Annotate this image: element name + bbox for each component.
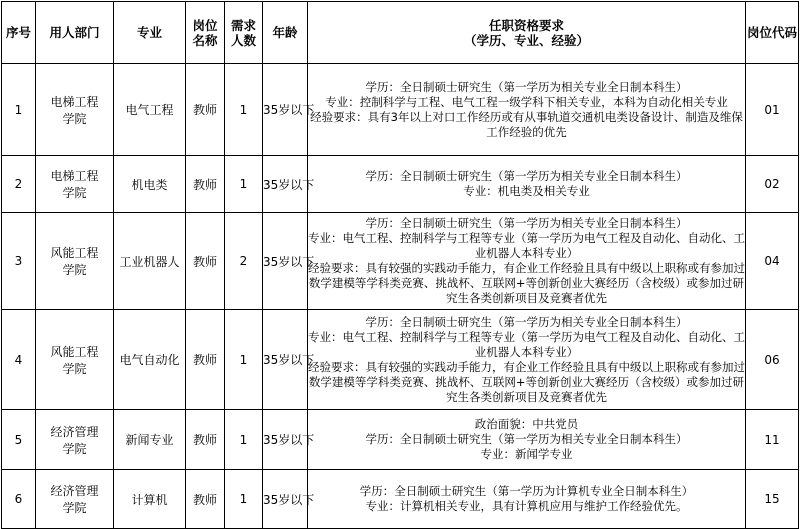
dept-line: 学院	[62, 501, 87, 515]
cell-dept	[36, 156, 114, 213]
table-row	[2, 470, 799, 529]
dept-line: 学院	[62, 441, 87, 456]
cell-post: 教师	[186, 310, 225, 410]
cell-requirements	[308, 156, 746, 213]
req-line: 学历：全日制硕士研究生（第一学历为相关专业全日制本科生）	[365, 216, 688, 230]
req-line: 专业：新闻学专业	[480, 447, 573, 461]
cell-count: 1	[225, 156, 263, 213]
header-demand	[225, 2, 263, 64]
header-dept: 用人部门	[36, 2, 114, 64]
header-requirements-line1: 任职资格要求	[488, 17, 564, 33]
req-line: 专业：机电类及相关专业	[463, 184, 590, 198]
req-line: 政治面貌：中共党员	[474, 417, 579, 431]
cell-major: 工业机器人	[114, 213, 186, 310]
dept-line: 电梯工程	[50, 169, 99, 183]
cell-post: 教师	[186, 64, 225, 156]
cell-age: 35岁以下	[263, 470, 308, 529]
req-line: 专业：电气工程、控制科学与工程等专业（第一学历为电气工程及自动化、自动化、工业机器人本科专业）	[308, 329, 745, 359]
cell-dept	[36, 213, 114, 310]
cell-seq: 2	[2, 156, 36, 213]
req-line: 学历：全日制硕士研究生（第一学历为计算机专业全日制本科生）	[359, 484, 694, 498]
dept-line: 经济管理	[50, 484, 99, 498]
cell-seq: 5	[2, 410, 36, 470]
dept-line: 风能工程	[50, 344, 99, 359]
dept-line: 经济管理	[50, 424, 99, 439]
cell-age: 35岁以下	[263, 213, 308, 310]
cell-count: 1	[225, 470, 263, 529]
cell-requirements	[308, 213, 746, 310]
req-line: 经验要求：具有3年以上对口工作经历或有从事轨道交通机电类设备设计、制造及维保工作经验的优先	[310, 109, 743, 139]
cell-code: 11	[746, 410, 799, 470]
req-line: 学历：全日制硕士研究生（第一学历为相关专业全日制本科生）	[365, 169, 688, 183]
cell-requirements	[308, 310, 746, 410]
req-line: 学历：全日制硕士研究生（第一学历为相关专业全日制本科生）	[365, 432, 688, 446]
cell-major: 计算机	[114, 470, 186, 529]
cell-dept	[36, 410, 114, 470]
header-row	[2, 2, 799, 64]
dept-line: 风能工程	[50, 246, 99, 260]
header-seq: 序号	[2, 2, 36, 64]
cell-code: 01	[746, 64, 799, 156]
req-line: 学历：全日制硕士研究生（第一学历为相关专业全日制本科生）	[365, 79, 688, 94]
cell-age: 35岁以下	[263, 410, 308, 470]
cell-age: 35岁以下	[263, 64, 308, 156]
cell-requirements	[308, 470, 746, 529]
cell-code: 15	[746, 470, 799, 529]
header-demand-line1: 需求	[230, 17, 256, 33]
cell-requirements	[308, 410, 746, 470]
cell-seq: 3	[2, 213, 36, 310]
dept-line: 电梯工程	[50, 94, 99, 109]
header-code: 岗位代码	[746, 2, 799, 64]
header-demand-line2: 人数	[230, 32, 256, 48]
dept-line: 学院	[62, 111, 87, 126]
cell-major: 电气工程	[114, 64, 186, 156]
cell-post: 教师	[186, 410, 225, 470]
req-line: 专业：电气工程、控制科学与工程等专业（第一学历为电气工程及自动化、自动化、工业机器人本科专业）	[308, 231, 745, 260]
cell-code: 02	[746, 156, 799, 213]
cell-code: 06	[746, 310, 799, 410]
header-major: 专业	[114, 2, 186, 64]
table-row	[2, 310, 799, 410]
cell-seq: 6	[2, 470, 36, 529]
cell-seq: 1	[2, 64, 36, 156]
cell-major: 机电类	[114, 156, 186, 213]
header-age: 年龄	[263, 2, 308, 64]
cell-code: 04	[746, 213, 799, 310]
dept-line: 学院	[62, 263, 87, 277]
header-post-name-line1: 岗位	[192, 17, 218, 33]
cell-count: 2	[225, 213, 263, 310]
header-requirements	[308, 2, 746, 64]
req-line: 经验要求：具有较强的实践动手能力，有企业工作经验且具有中级以上职称或有参加过数学建模等学科类竞赛、挑战杯、互联网+等创新创业大赛经历（含校级）或参加过研究生各类创新项目及竞赛者优先	[308, 359, 745, 404]
req-line: 经验要求：具有较强的实践动手能力，有企业工作经验且具有中级以上职称或有参加过数学建模等学科类竞赛、挑战杯、互联网+等创新创业大赛经历（含校级）或参加过研究生各类创新项目及竞赛者优先	[308, 261, 745, 305]
header-post-name	[186, 2, 225, 64]
req-line: 专业：计算机相关专业，具有计算机应用与维护工作经验优先。	[365, 499, 688, 513]
header-requirements-line2: （学历、专业、经验）	[463, 32, 589, 48]
cell-count: 1	[225, 410, 263, 470]
cell-age: 35岁以下	[263, 310, 308, 410]
cell-age: 35岁以下	[263, 156, 308, 213]
cell-seq: 4	[2, 310, 36, 410]
cell-post: 教师	[186, 156, 225, 213]
recruitment-table	[1, 1, 799, 529]
cell-dept	[36, 64, 114, 156]
header-post-name-line2: 名称	[192, 32, 218, 48]
cell-major: 新闻专业	[114, 410, 186, 470]
cell-count: 1	[225, 64, 263, 156]
req-line: 学历：全日制硕士研究生（第一学历为相关专业全日制本科生）	[365, 314, 688, 329]
cell-dept	[36, 310, 114, 410]
cell-major: 电气自动化	[114, 310, 186, 410]
cell-requirements	[308, 64, 746, 156]
dept-line: 学院	[62, 186, 87, 200]
req-line: 专业：控制科学与工程、电气工程一级学科下相关专业，本科为自动化相关专业	[325, 94, 728, 109]
cell-count: 1	[225, 310, 263, 410]
table-row	[2, 64, 799, 156]
table-row	[2, 156, 799, 213]
table-row	[2, 410, 799, 470]
cell-dept	[36, 470, 114, 529]
cell-post: 教师	[186, 470, 225, 529]
cell-post: 教师	[186, 213, 225, 310]
table-row	[2, 213, 799, 310]
dept-line: 学院	[62, 361, 87, 376]
